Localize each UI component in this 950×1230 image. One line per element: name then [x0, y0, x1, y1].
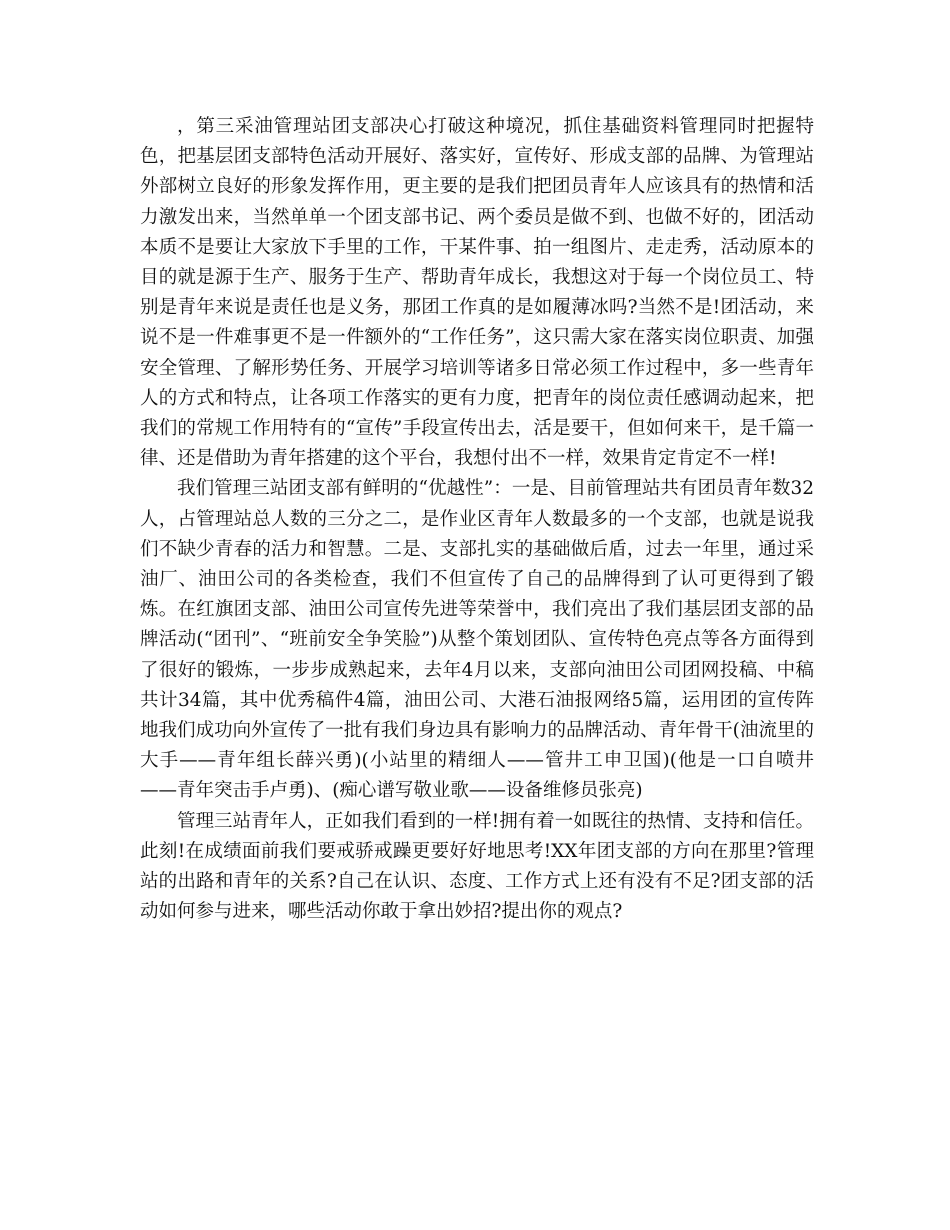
paragraph-2: 我们管理三站团支部有鲜明的“优越性”：一是、目前管理站共有团员青年数32人，占管理站总人数的三分之二，是作业区青年人数最多的一个支部，也就是说我们不缺少青春的活力和智慧。二是、支部扎实的基础做后盾，过去一年里，通过采油厂、油田公司的各类检查，我们不但宣传了自己的品牌得到了认可更得到了锻炼。在红旗团支部、油田公司宣传先进等荣誉中，我们亮出了我们基层团支部的品牌活动(“团刊”、“班前安全争笑脸”)从整个策划团队、宣传特色亮点等各方面得到了很好的锻炼，一步步成熟起来，去年4月以来，支部向油田公司团网投稿、中稿共计34篇，其中优秀稿件4篇，油田公司、大港石油报网络5篇，运用团的宣传阵地我们成功向外宣传了一批有我们身边具有影响力的品牌活动、青年骨干(油流里的大手——青年组长薛兴勇)(小站里的精细人——管井工申卫国)(他是一口自喷井——青年突击手卢勇)、(痴心谱写敬业歌——设备维修员张亮)	[140, 478, 814, 802]
paragraph-1: ，第三采油管理站团支部决心打破这种境况，抓住基础资料管理同时把握特色，把基层团支部特色活动开展好、落实好，宣传好、形成支部的品牌、为管理站外部树立良好的形象发挥作用，更主要的是我们把团员青年人应该具有的热情和活力激发出来，当然单单一个团支部书记、两个委员是做不到、也做不好的，团活动本质不是要让大家放下手里的工作，干某件事、拍一组图片、走走秀，活动原本的目的就是源于生产、服务于生产、帮助青年成长，我想这对于每一个岗位员工、特别是青年来说是责任也是义务，那团工作真的是如履薄冰吗?当然不是!团活动，来说不是一件难事更不是一件额外的“工作任务”，这只需大家在落实岗位职责、加强安全管理、了解形势任务、开展学习培训等诸多日常必须工作过程中，多一些青年人的方式和特点，让各项工作落实的更有力度，把青年的岗位责任感调动起来，把我们的常规工作用特有的“宣传”手段宣传出去，活是要干，但如何来干，是千篇一律、还是借助为青年搭建的这个平台，我想付出不一样，效果肯定肯定不一样!	[140, 116, 814, 470]
document-body	[140, 112, 814, 927]
paragraph-3: 管理三站青年人，正如我们看到的一样!拥有着一如既往的热情、支持和信任。此刻!在成绩面前我们要戒骄戒躁更要好好地思考!XX年团支部的方向在那里?管理站的出路和青年的关系?自己在认识、态度、工作方式上还有没有不足?团支部的活动如何参与进来，哪些活动你敢于拿出妙招?提出你的观点?	[140, 810, 814, 923]
